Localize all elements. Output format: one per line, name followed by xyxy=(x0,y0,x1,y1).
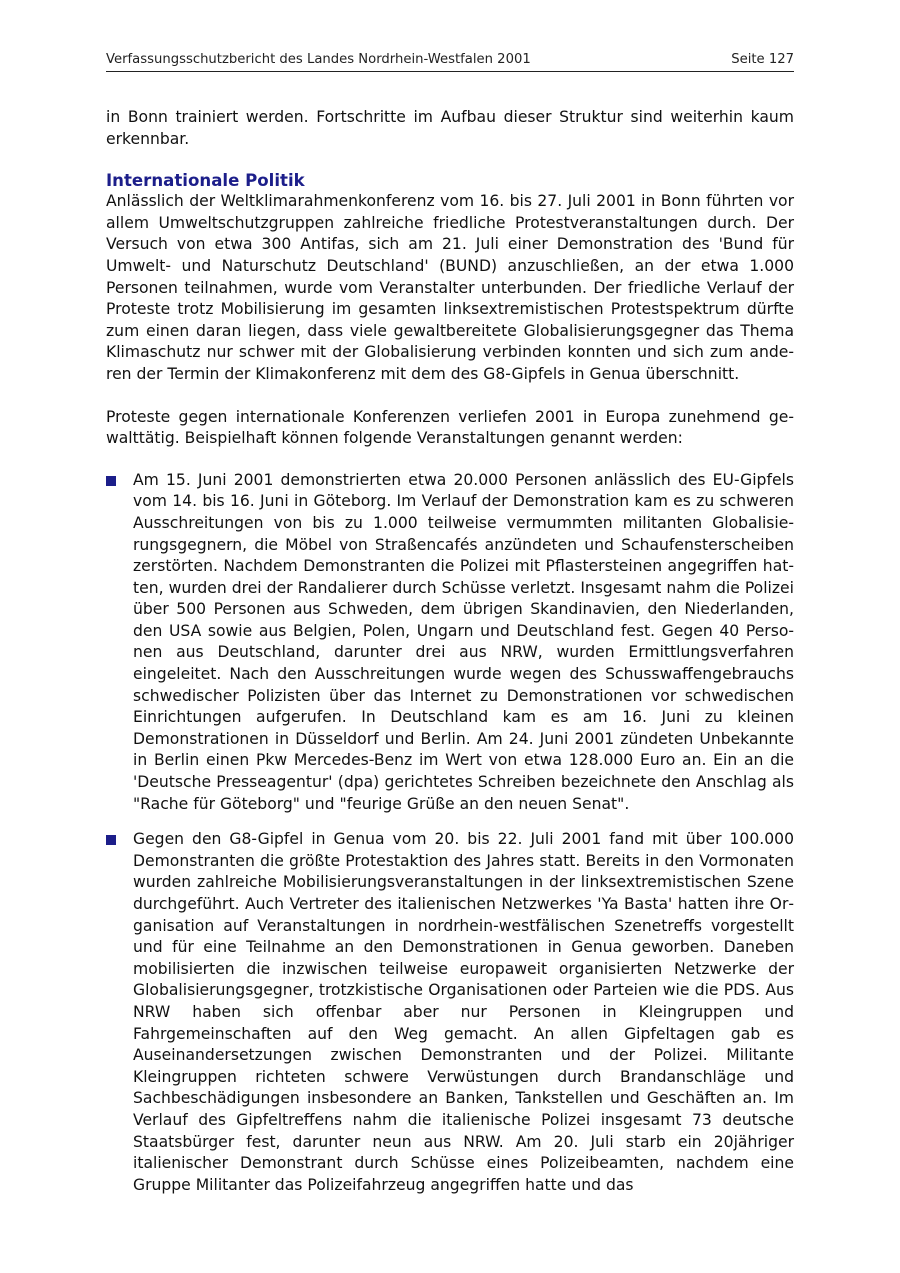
square-bullet-icon xyxy=(106,835,116,845)
bullet-list xyxy=(106,470,794,1197)
page-number: Seite 127 xyxy=(731,52,794,67)
list-item xyxy=(106,829,794,1196)
bullet-text-goeteborg: Am 15. Juni 2001 demonstrierten etwa 20.000 Personen anlässlich des EU-Gipfels vom 14. bis 16. Juni in Göteborg. Im Verlauf der Demonstration kam es zu schweren Ausschreitungen von bis zu 1.000 teilweise vermummten militanten Globalisierungsgegnern, die Möbel von Straßencafés anzündeten und Schaufensterscheiben zerstörten. Nachdem Demonstranten die Polizei mit Pflastersteinen angegriffen hatten, wurden drei der Randalierer durch Schüsse verletzt. Insgesamt nahm die Polizei über 500 Personen aus Schweden, dem übrigen Skandinavien, den Niederlanden, den USA sowie aus Belgien, Polen, Ungarn und Deutschland fest. Gegen 40 Personen aus Deutschland, darunter drei aus NRW, wurden Ermittlungsverfahren eingeleitet. Nach den Ausschreitungen wurde wegen des Schusswaffengebrauchs schwedischer Polizisten über das Internet zu Demonstrationen vor schwedischen Einrichtungen aufgerufen. In Deutschland kam es am 16. Juni zu kleinen Demonstrationen in Düsseldorf und Berlin. Am 24. Juni 2001 zündeten Unbekannte in Berlin einen Pkw Mercedes-Benz im Wert von etwa 128.000 Euro an. Ein an die 'Deutsche Presseagentur' (dpa) gerichtetes Schreiben bezeichnete den Anschlag als "Rache für Göteborg" und "feurige Grüße an den neuen Senat". xyxy=(133,470,794,813)
list-item xyxy=(106,470,794,816)
header-title: Verfassungsschutzbericht des Landes Nordrhein-Westfalen 2001 xyxy=(106,52,531,67)
paragraph-weltklimakonferenz: Anlässlich der Weltklimarahmenkonferenz vom 16. bis 27. Juli 2001 in Bonn führten vor allem Umweltschutzgruppen zahlreiche friedliche Protestveranstaltungen durch. Der Versuch von etwa 300 Antifas, sich am 21. Juli einer Demonstration des 'Bund für Umwelt- und Naturschutz Deutschland' (BUND) anzuschließen, an der etwa 1.000 Personen teilnahmen, wurde vom Veranstalter unterbunden. Der friedliche Verlauf der Proteste trotz Mobilisierung im gesamten linksextremistischen Protestspektrum dürfte zum einen daran liegen, dass viele gewaltbereitete Globalisierungsgegner das Thema Klimaschutz nur schwer mit der Globalisierung verbinden konnten und sich zum anderen der Termin der Klimakonferenz mit dem des G8-Gipfels in Genua überschnitt. xyxy=(106,192,794,383)
square-bullet-icon xyxy=(106,476,116,486)
section-heading: Internationale Politik xyxy=(106,171,305,191)
running-header xyxy=(106,50,794,72)
bullet-text-genua: Gegen den G8-Gipfel in Genua vom 20. bis 22. Juli 2001 fand mit über 100.000 Demonstranten die größte Protestaktion des Jahres statt. Bereits in den Vormonaten wurden zahlreiche Mobilisierungsveranstaltungen in der linksextremistischen Szene durchgeführt. Auch Vertreter des italienischen Netzwerkes 'Ya Basta' hatten ihre Organisation auf Veranstaltungen in nordrhein-westfälischen Szenetreffs vorgestellt und für eine Teilnahme an den Demonstrationen in Genua geworben. Daneben mobilisierten die inzwischen teilweise europaweit organisierten Netzwerke der Globalisierungsgegner, trotzkistische Organisationen oder Parteien wie die PDS. Aus NRW haben sich offenbar aber nur Personen in Kleingruppen und Fahrgemeinschaften auf den Weg gemacht. An allen Gipfeltagen gab es Auseinandersetzungen zwischen Demonstranten und der Polizei. Militante Kleingruppen richteten schwere Verwüstungen durch Brandanschläge und Sachbeschädigungen insbesondere an Banken, Tankstellen und Geschäften an. Im Verlauf des Gipfeltreffens nahm die italienische Polizei insgesamt 73 deutsche Staatsbürger fest, darunter neun aus NRW. Am 20. Juli starb ein 20jähriger italienischer Demonstrant durch Schüsse eines Polizeibeamten, nachdem eine Gruppe Militanter das Polizeifahrzeug angegriffen hatte und das xyxy=(133,830,794,1194)
document-page xyxy=(106,50,794,1210)
intro-paragraph: in Bonn trainiert werden. Fortschritte im Aufbau dieser Struktur sind weiterhin kaum erkennbar. xyxy=(106,108,794,148)
paragraph-proteste: Proteste gegen internationale Konferenzen verliefen 2001 in Europa zunehmend gewalttätig. Beispielhaft können folgende Veranstaltungen genannt werden: xyxy=(106,407,794,448)
